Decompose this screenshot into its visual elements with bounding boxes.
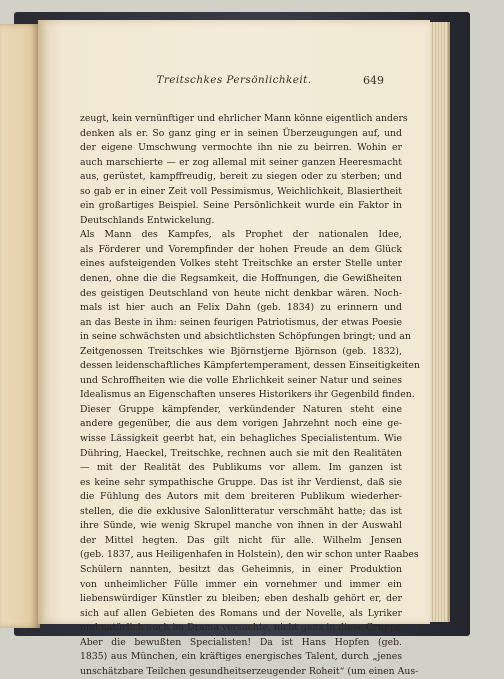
- text-line: denken als er. So ganz ging er in seinen Überzeugungen auf, und: [80, 127, 402, 139]
- text-line: liebenswürdiger Künstler zu bleiben; eben deshalb gehört er, der: [80, 593, 402, 605]
- text-line: Schülern nannten, besitzt das Geheimnis, in einer Produktion: [80, 563, 402, 575]
- text-line: aus, gerüstet, kampffreudig, bereit zu siegen oder zu sterben; und: [80, 171, 402, 183]
- text-line: Aber die bewußten Specialisten! Da ist Hans Hopfen (geb.: [80, 636, 402, 648]
- text-line: auch marschierte — er zog allemal mit seiner ganzen Heeresmacht: [80, 156, 402, 168]
- text-line: andere gegenüber, die aus dem vorigen Jahrzehnt noch eine ge-: [80, 418, 402, 430]
- text-line: ihre Sünde, wie wenig Skrupel manche von ihnen in der Auswahl: [80, 520, 402, 532]
- text-line: es keine sehr sympathische Gruppe. Das ist ihr Verdienst, daß sie: [80, 476, 402, 488]
- text-line: Als Mann des Kampfes, als Prophet der nationalen Idee,: [80, 229, 402, 241]
- text-line: dessen leidenschaftliches Kämpfertemperament, dessen Einseitigkeiten: [80, 360, 420, 372]
- body-text: [80, 112, 420, 679]
- text-line: Dieser Gruppe kämpfender, verkündender Naturen steht eine: [80, 403, 402, 415]
- text-line: eines aufsteigenden Volkes steht Treitschke an erster Stelle unter: [80, 258, 402, 270]
- page-number: 649: [363, 74, 384, 87]
- text-line: sich auf allen Gebieten des Romans und der Novelle, als Lyriker: [80, 607, 402, 619]
- text-line: in seine schwächsten und absichtlichsten Schöpfungen bringt; und an: [80, 331, 411, 343]
- text-line: die Fühlung des Autors mit dem breiteren Publikum wiederher-: [80, 491, 402, 503]
- text-line: als Förderer und Vorempfinder der hohen Freude an dem Glück: [80, 243, 402, 255]
- text-line: Dühring, Haeckel, Treitschke, rechnen auch sie mit den Realitäten: [80, 447, 402, 459]
- text-line: der Mittel hegten. Das gilt nicht für alle. Wilhelm Jensen: [80, 534, 402, 546]
- text-line: ein großartiges Beispiel. Seine Persönlichkeit wurde ein Faktor in: [80, 200, 402, 212]
- text-line: mals ist hier auch an Felix Dahn (geb. 1834) zu erinnern und: [80, 302, 402, 314]
- text-line: unschätzbare Teilchen gesundheitserzeugender Roheit“ (um einen Aus-: [80, 665, 419, 677]
- text-line: Deutschlands Entwickelung.: [80, 214, 215, 226]
- running-head: Treitschkes Persönlichkeit.: [156, 74, 312, 86]
- text-line: — mit der Realität des Publikums vor allem. Im ganzen ist: [80, 462, 402, 474]
- text-line: so gab er in einer Zeit voll Pessimismus, Weichlichkeit, Blasiertheit: [80, 185, 402, 197]
- text-line: und natürlich auch im Drama versuchte, nicht ganz in diese Gruppe.: [80, 622, 405, 634]
- left-page-edge: [0, 24, 40, 628]
- text-line: zeugt, kein vernünftiger und ehrlicher Mann könne eigentlich anders: [80, 113, 408, 124]
- text-line: 1835) aus München, ein kräftiges energisches Talent, durch „jenes: [80, 651, 402, 663]
- text-line: der eigene Umschwung vermochte ihn nie zu beirren. Wohin er: [80, 142, 402, 154]
- book-page: [38, 20, 430, 677]
- text-line: wisse Lässigkeit geerbt hat, ein behagliches Specialistentum. Wie: [80, 433, 402, 445]
- text-line: Idealismus an Eigenschaften unseres Historikers ihr Gegenbild finden.: [80, 389, 415, 401]
- text-line: des geistigen Deutschland von heute nicht denkbar wären. Noch-: [80, 287, 402, 299]
- page-header: [38, 74, 430, 88]
- text-line: (geb. 1837, aus Heiligenhafen in Holstein), den wir schon unter Raabes: [80, 549, 419, 561]
- text-line: Zeitgenossen Treitschkes wie Björnstjerne Björnson (geb. 1832),: [80, 345, 402, 357]
- text-line: und Schroffheiten wie die volle Ehrlichkeit seiner Natur und seines: [80, 374, 402, 386]
- text-line: stellen, die die exklusive Salonlitteratur verschmäht hatte; das ist: [80, 505, 402, 517]
- text-line: an das Beste in ihm: seinen feurigen Patriotismus, der etwas Poesie: [80, 316, 402, 328]
- text-line: denen, ohne die die Regsamkeit, die Hoffnungen, die Gewißheiten: [80, 273, 402, 285]
- text-line: von unheimlicher Fülle immer ein vornehmer und immer ein: [80, 578, 402, 590]
